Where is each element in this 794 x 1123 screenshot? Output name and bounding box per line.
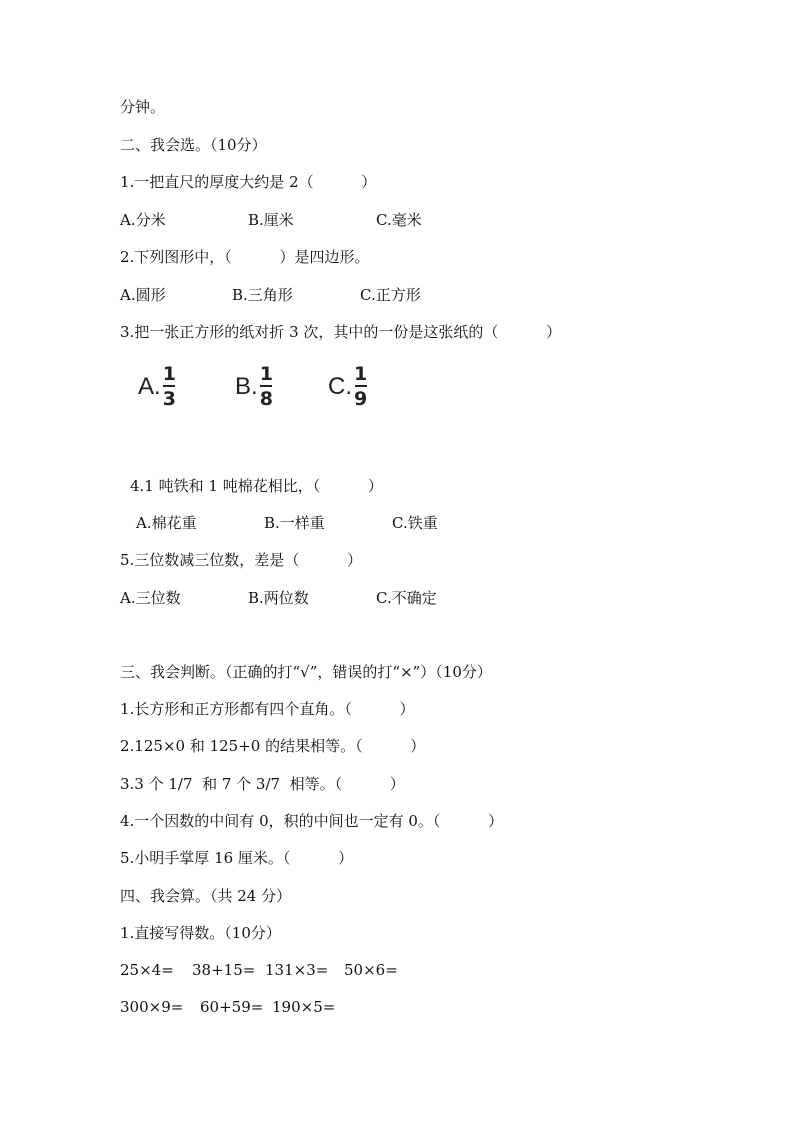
fraction-option-a xyxy=(138,364,176,409)
question-2-2-option-b: B.三角形 xyxy=(232,286,293,304)
fraction-numerator: 1 xyxy=(162,363,176,385)
judgement-3-4: 4.一个因数的中间有 0，积的中间也一定有 0。（ ） xyxy=(120,812,504,830)
fraction-bar xyxy=(163,385,175,387)
section-4-heading: 四、我会算。（共 24 分） xyxy=(120,887,292,905)
judgement-3-1: 1.长方形和正方形都有四个直角。（ ） xyxy=(120,700,415,718)
question-2-1: 1.一把直尺的厚度大约是 2（ ） xyxy=(120,173,377,191)
section-3-heading: 三、我会判断。（正确的打“√”，错误的打“×”）（10分） xyxy=(120,663,492,681)
section-2-heading: 二、我会选。（10分） xyxy=(120,136,267,154)
calc-item: 25×4= xyxy=(120,961,174,979)
calc-item: 131×3= xyxy=(265,961,329,979)
fraction xyxy=(354,364,367,409)
fraction-option-b xyxy=(235,364,273,409)
question-2-1-option-b: B.厘米 xyxy=(248,211,294,229)
calc-item: 60+59= xyxy=(200,998,264,1016)
fraction-bar xyxy=(355,385,367,387)
fraction-denominator: 3 xyxy=(162,388,176,410)
judgement-3-3: 3.3 个 1/7 和 7 个 3/7 相等。（ ） xyxy=(120,775,405,793)
question-2-4-option-b: B.一样重 xyxy=(264,514,325,532)
question-2-4: 4.1 吨铁和 1 吨棉花相比，（ ） xyxy=(130,477,383,495)
question-2-2-option-c: C.正方形 xyxy=(360,286,421,304)
fraction-option-letter: A. xyxy=(138,372,161,400)
question-2-3: 3.把一张正方形的纸对折 3 次，其中的一份是这张纸的（ ） xyxy=(120,323,562,341)
judgement-3-5: 5.小明手掌厚 16 厘米。（ ） xyxy=(120,849,354,867)
question-2-5-option-a: A.三位数 xyxy=(120,589,181,607)
fraction-denominator: 9 xyxy=(354,388,368,410)
question-2-1-option-a: A.分米 xyxy=(120,211,166,229)
calc-item: 300×9= xyxy=(120,998,184,1016)
fraction-bar xyxy=(260,385,272,387)
calc-sub-heading: 1.直接写得数。（10分） xyxy=(120,924,281,942)
fraction-option-letter: C. xyxy=(328,372,352,400)
question-2-5: 5.三位数减三位数，差是（ ） xyxy=(120,551,362,569)
question-2-2: 2.下列图形中，（ ）是四边形。 xyxy=(120,248,370,266)
question-2-4-option-c: C.铁重 xyxy=(392,514,438,532)
question-2-4-option-a: A.棉花重 xyxy=(136,514,197,532)
fraction-numerator: 1 xyxy=(354,363,368,385)
fraction-option-letter: B. xyxy=(235,372,258,400)
fraction xyxy=(163,364,176,409)
calc-item: 190×5= xyxy=(272,998,336,1016)
fraction-option-c xyxy=(328,364,367,409)
question-2-1-option-c: C.毫米 xyxy=(376,211,422,229)
question-2-5-option-c: C.不确定 xyxy=(376,589,437,607)
judgement-3-2: 2.125×0 和 125+0 的结果相等。（ ） xyxy=(120,737,426,755)
fraction xyxy=(260,364,273,409)
question-2-5-option-b: B.两位数 xyxy=(248,589,309,607)
continuation-text: 分钟。 xyxy=(120,98,166,116)
calc-item: 50×6= xyxy=(344,961,398,979)
fraction-numerator: 1 xyxy=(259,363,273,385)
question-2-2-option-a: A.圆形 xyxy=(120,286,166,304)
fraction-denominator: 8 xyxy=(259,388,273,410)
calc-item: 38+15= xyxy=(192,961,256,979)
